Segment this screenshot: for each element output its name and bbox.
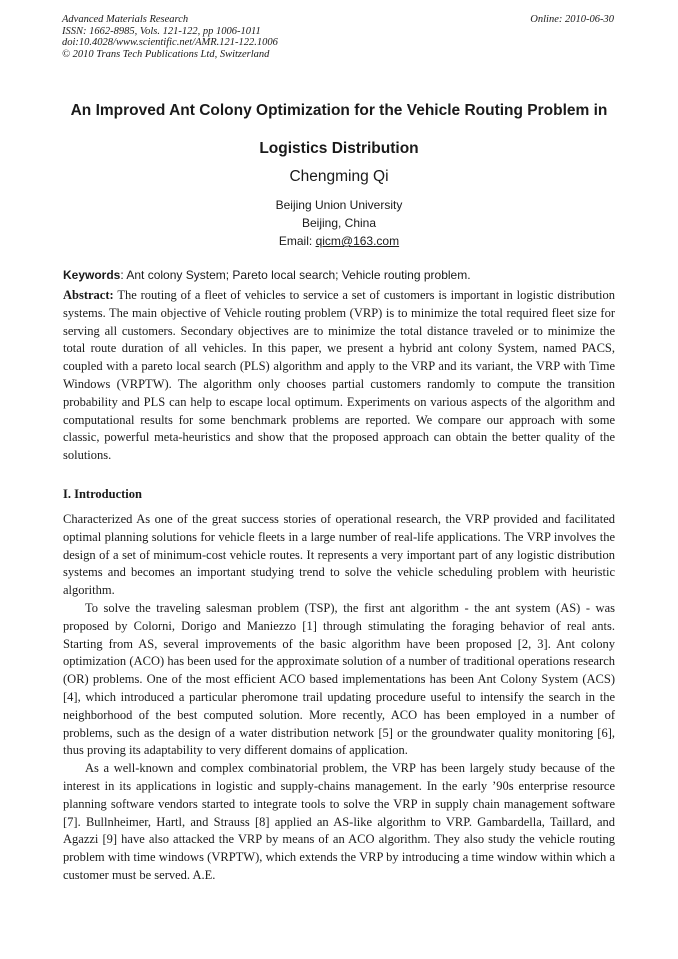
paragraph: To solve the traveling salesman problem (TSP), the first ant algorithm - the ant system (AS) - was proposed by Colorni, Dorigo and Maniezzo [1] through stimulating the foraging behavior of real ants. Starting from AS, several improvements of the basic algorithm have been proposed [2, 3]. Ant colony optimization (ACO) has been used for the approximate solution of a number of traditional operations research (OR) problems. One of the most efficient ACO based implementations has been Ant Colony System (ACS) [4], which introduced a particular pheromone trail updating procedure useful to intensify the search in the neighborhood of the best computed solution. More recently, ACO has been employed in a number of problems, such as the design of a water distribution network [5] or the groundwater quality monitoring [6], thus proving its adaptability to very different domains of application. bbox=[63, 600, 615, 758]
paragraph: As a well-known and complex combinatorial problem, the VRP has been largely study because of the interest in its applications in logistic and supply-chains management. In the early ’90s enterprise resource planning software vendors started to integrate tools to solve the VRP in supply chain management software [7]. Bullnheimer, Hartl, and Strauss [8] applied an AS-like algorithm to VRP. Gambardella, Taillard, and Agazzi [9] have also attacked the VRP by means of an ACO algorithm. They also study the vehicle routing problem with time windows (VRPTW), which extends the VRP by introducing a time window within which a customer must be served. A.E. bbox=[63, 761, 615, 882]
journal-name: Advanced Materials Research bbox=[62, 14, 189, 25]
paragraph: Characterized As one of the great success stories of operational research, the VRP provided and facilitated optimal planning solutions for vehicle fleets in a large number of real-life applications. The VRP involves the design of a set of minimum-cost vehicle routes. It represents a very important part of any logistic distribution systems and becomes an important studying trend to solve the vehicle scheduling problem with heuristic algorithm. bbox=[63, 512, 615, 598]
keywords bbox=[63, 267, 615, 283]
email-line bbox=[0, 232, 678, 250]
doi-line: doi:10.4028/www.scientific.net/AMR.121-122.1006 bbox=[62, 37, 278, 48]
issn-line: ISSN: 1662-8985, Vols. 121-122, pp 1006-1011 bbox=[62, 25, 261, 37]
institution: Beijing Union University bbox=[275, 198, 403, 212]
email-link[interactable]: qicm@163.com bbox=[315, 234, 400, 248]
online-date: Online: 2010-06-30 bbox=[530, 14, 614, 25]
introduction-body bbox=[63, 511, 615, 885]
keywords-text: : Ant colony System; Pareto local search; Vehicle routing problem. bbox=[120, 268, 471, 282]
affiliation bbox=[0, 196, 678, 250]
abstract-text: The routing of a fleet of vehicles to service a set of customers is important in logistic distribution systems. The main objective of Vehicle routing problem (VRP) is to minimize the total required fleet size for serving all customers. Secondary objectives are to minimize the total distance traveled or to minimize the total route duration of all vehicles. In this paper, we present a hybrid ant colony System, named PACS, coupled with a pareto local search (PLS) algorithm and apply to the VRP and its variant, the VRP with Time Windows (VRPTW). The algorithm only chooses partial customers randomly to compute the transition probability and PLS can help to escape local optimum. Experiments on various aspects of the algorithm and computational results for some benchmark problems are reported. We compare our approach with some classic, powerful meta-heuristics and show that the proposed approach can obtain the better quality of the solutions. bbox=[63, 288, 615, 463]
paper-title: An Improved Ant Colony Optimization for the Vehicle Routing Problem in Logistics Distribution bbox=[70, 102, 608, 157]
city: Beijing, China bbox=[301, 216, 377, 230]
abstract-label: Abstract: bbox=[63, 288, 114, 302]
section-heading: I. Introduction bbox=[63, 487, 142, 501]
email-label: Email: bbox=[278, 234, 316, 248]
abstract bbox=[63, 287, 615, 465]
keywords-label: Keywords bbox=[63, 268, 121, 282]
page-header bbox=[62, 14, 614, 60]
author-name: Chengming Qi bbox=[289, 168, 389, 185]
copyright-line: © 2010 Trans Tech Publications Ltd, Switzerland bbox=[62, 48, 270, 60]
